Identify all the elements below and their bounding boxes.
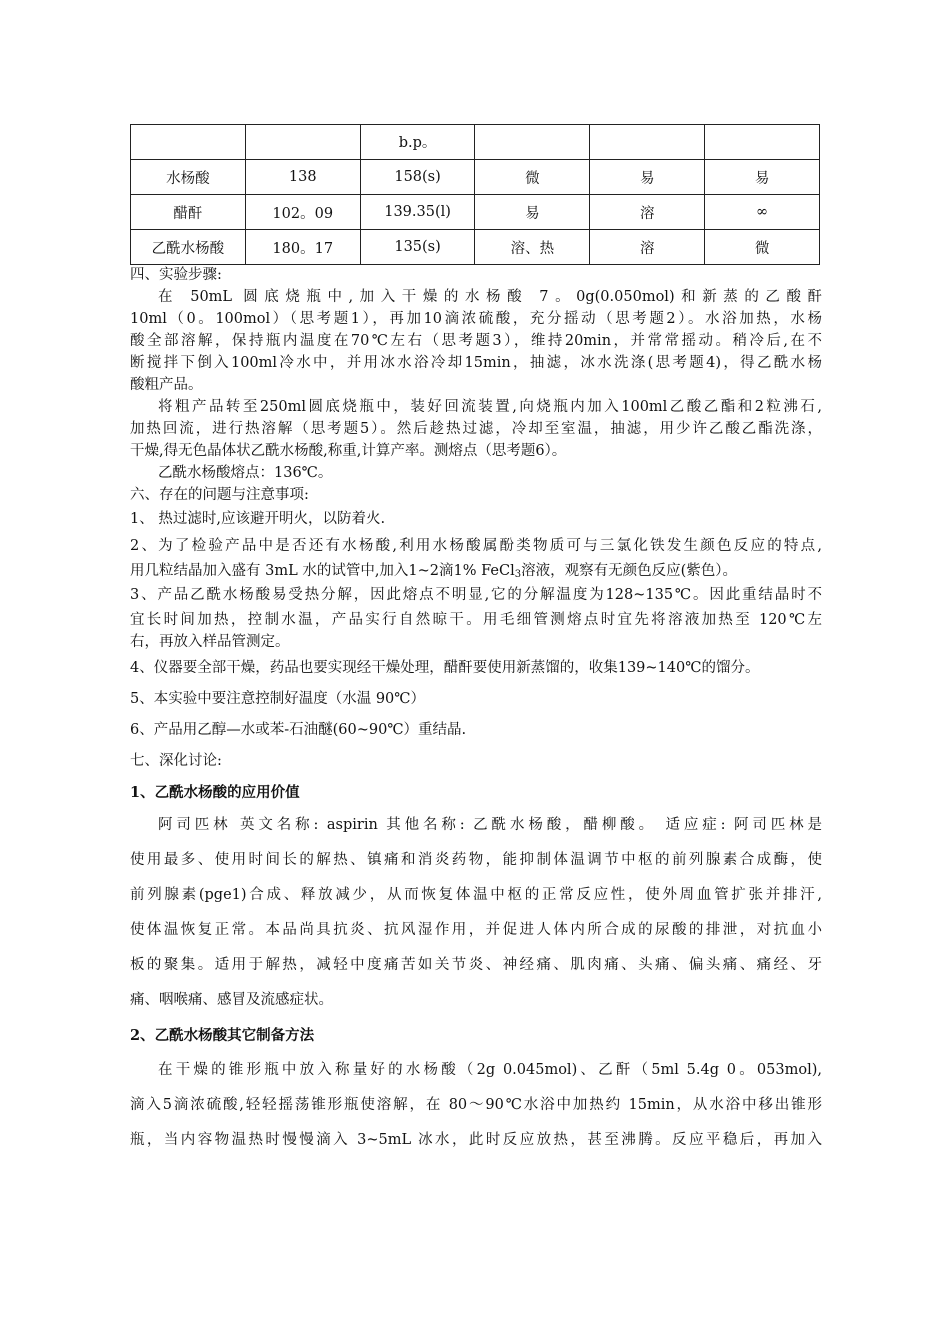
subscript-text: 3	[514, 569, 522, 580]
paragraph-line: 使用最多、使用时间长的解热、镇痛和消炎药物，能抑制体温调节中枢的前列腺素合成酶，使	[130, 852, 822, 868]
table-cell: 溶	[590, 195, 705, 230]
table-cell: 102。09	[245, 195, 360, 230]
paragraph-line: 使体温恢复正常。本品尚具抗炎、抗风湿作用，并促进人体内所合成的尿酸的排泄，对抗血小	[130, 922, 822, 938]
note-item: 3、产品乙酰水杨酸易受热分解，因此熔点不明显,它的分解温度为128~135℃。因此重结晶时不	[130, 587, 822, 603]
table-cell: ∞	[705, 195, 820, 230]
section-heading: 四、实验步骤:	[130, 267, 222, 283]
table-cell: 溶、热	[475, 230, 590, 265]
note-text: 用几粒结晶加入盛有 3mL 水的试管中,加入1~2滴1% FeCl	[130, 563, 515, 579]
table-cell: 微	[705, 230, 820, 265]
table-row	[131, 230, 820, 265]
paragraph-line: 酸全部溶解，保持瓶内温度在70℃左右（思考题3），维持20min，并常常摇动。稍冷后,在不	[130, 333, 822, 349]
note-item: 2、为了检验产品中是否还有水杨酸,利用水杨酸属酚类物质可与三氯化铁发生颜色反应的特点,	[130, 538, 822, 554]
paragraph-line: 酸粗产品。	[130, 377, 203, 393]
table-cell	[131, 125, 246, 160]
note-item: 6、产品用乙醇—水或苯-石油醚(60~90℃）重结晶.	[130, 722, 467, 738]
paragraph-line: 断搅拌下倒入100ml冷水中，并用冰水浴冷却15min，抽滤，冰水洗涤(思考题4)，得乙酰水杨	[130, 355, 822, 371]
paragraph-line: 痛、咽喉痛、感冒及流感症状。	[130, 992, 333, 1008]
paragraph-line: 在干燥的锥形瓶中放入称量好的水杨酸（2g 0.045mol)、乙酐（5ml 5.4g 0。053mol),	[158, 1062, 822, 1078]
paragraph-line: 瓶，当内容物温热时慢慢滴入 3~5mL 冰水，此时反应放热，甚至沸腾。反应平稳后，再加入	[130, 1132, 822, 1148]
paragraph-line: 板的聚集。适用于解热，减轻中度痛苦如关节炎、神经痛、肌肉痛、头痛、偏头痛、痛经、牙	[130, 957, 822, 973]
paragraph-line: 前列腺素(pge1)合成、释放减少，从而恢复体温中枢的正常反应性，使外周血管扩张并排汗,	[130, 887, 822, 903]
melting-point-line: 乙酰水杨酸熔点：136℃。	[158, 465, 333, 481]
properties-table	[130, 124, 820, 265]
table-cell: 139.35(l)	[360, 195, 475, 230]
paragraph-line: 将粗产品转至250ml圆底烧瓶中，装好回流装置,向烧瓶内加入100ml乙酸乙酯和2粒沸石,	[158, 399, 822, 415]
table-cell: 水杨酸	[131, 160, 246, 195]
note-item: 4、仪器要全部干燥，药品也要实现经干燥处理，醋酐要使用新蒸馏的，收集139~140℃的馏分。	[130, 660, 760, 676]
note-item: 1、 热过滤时,应该避开明火，以防着火.	[130, 511, 386, 527]
table-row	[131, 125, 820, 160]
note-item-continued: 右，再放入样品管测定。	[130, 634, 290, 650]
table-cell: 135(s)	[360, 230, 475, 265]
table-cell: 易	[475, 195, 590, 230]
section-heading: 六、存在的问题与注意事项:	[130, 487, 309, 503]
section-heading: 七、深化讨论:	[130, 753, 222, 769]
table-row	[131, 160, 820, 195]
subsection-title: 1、乙酰水杨酸的应用价值	[130, 784, 300, 801]
table-cell: 微	[475, 160, 590, 195]
table-cell	[590, 125, 705, 160]
note-item-continued: 宜长时间加热，控制水温，产品实行自然晾干。用毛细管测熔点时宜先将溶液加热至 120℃左	[130, 612, 822, 628]
note-text: 溶液，观察有无颜色反应(紫色）。	[521, 563, 738, 579]
table-cell: 溶	[590, 230, 705, 265]
paragraph-line: 10ml（0。100mol）（思考题1），再加10滴浓硫酸，充分摇动（思考题2）。水浴加热，水杨	[130, 311, 822, 327]
paragraph-line: 滴入5滴浓硫酸,轻轻摇荡锥形瓶使溶解，在 80～90℃水浴中加热约 15min，从水浴中移出锥形	[130, 1097, 822, 1113]
table-cell: 乙酰水杨酸	[131, 230, 246, 265]
table-cell: 易	[705, 160, 820, 195]
table-cell	[475, 125, 590, 160]
subsection-title: 2、乙酰水杨酸其它制备方法	[130, 1027, 315, 1044]
table-cell: b.p。	[360, 125, 475, 160]
paragraph-line: 干燥,得无色晶体状乙酰水杨酸,称重,计算产率。测熔点（思考题6）。	[130, 443, 567, 459]
paragraph-line: 加热回流，进行热溶解（思考题5）。然后趁热过滤，冷却至室温，抽滤，用少许乙酸乙酯洗涤，	[130, 421, 822, 437]
body-text	[130, 264, 822, 1158]
table-cell: 易	[590, 160, 705, 195]
table-cell: 180。17	[245, 230, 360, 265]
table-cell: 158(s)	[360, 160, 475, 195]
paragraph-line: 阿司匹林 英文名称: aspirin 其他名称: 乙酰水杨酸，醋柳酸。 适应症: 阿司匹林是	[158, 817, 822, 833]
note-item-continued	[130, 560, 822, 582]
note-item: 5、本实验中要注意控制好温度（水温 90℃）	[130, 691, 426, 707]
paragraph-line: 在 50mL 圆底烧瓶中,加入干燥的水杨酸 7。0g(0.050mol)和新蒸的乙酸酐	[158, 289, 822, 305]
table-cell: 138	[245, 160, 360, 195]
table-cell	[705, 125, 820, 160]
table-cell: 醋酐	[131, 195, 246, 230]
table-cell	[245, 125, 360, 160]
table-row	[131, 195, 820, 230]
